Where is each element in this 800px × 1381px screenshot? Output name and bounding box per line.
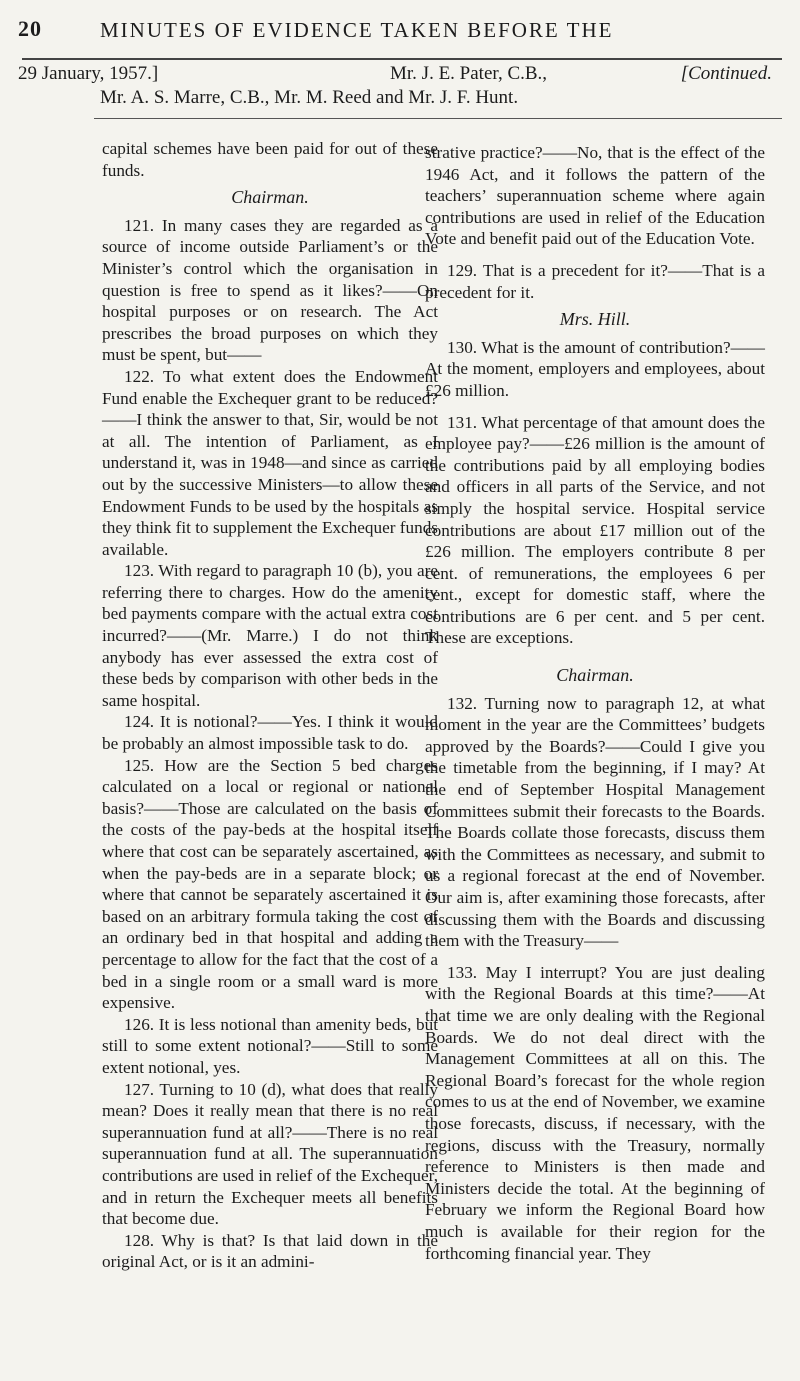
header-subrule	[94, 118, 782, 119]
question-126: 126. It is less notional than amenity beds, but still to some extent notional?——Still to some extent notional, yes.	[102, 1014, 438, 1077]
question-129: 129. That is a precedent for it?——That is a precedent for it.	[425, 260, 765, 302]
paragraph-continued: strative practice?——No, that is the effect of the 1946 Act, and it follows the pattern of the teachers’ superannuation scheme where again contributions are used in relief of the Education Vote and benefit paid out of the Education Vote.	[425, 143, 765, 249]
header-rule	[22, 58, 782, 60]
question-128: 128. Why is that? Is that laid down in the original Act, or is it an admini-	[102, 1230, 438, 1272]
witnesses-line-1: Mr. J. E. Pater, C.B.,	[390, 63, 548, 84]
speaker-label: Chairman.	[556, 665, 634, 686]
left-column	[102, 138, 438, 1273]
session-date: 29 January, 1957.]	[18, 63, 159, 84]
right-column	[425, 142, 765, 1264]
question-132: 132. Turning now to paragraph 12, at what moment in the year are the Committees’ budgets approved by the Boards?——Could I give you the timetable from the beginning, if I may? At the end of September Hospital Management Committees submit their forecasts to the Boards. The Boards collate those forecasts, discuss them with the Committees as necessary, and submit to us a regional forecast at the end of November. Our aim is, after examining those forecasts, after discussing them with the Boards and discussing them with the Treasury——	[425, 693, 765, 951]
question-121: 121. In many cases they are regarded as a source of income outside Parliament’s or the Minister’s control which the organisation in question is free to spend as it likes?——On hospital purposes or on research. The Act prescribes the broad purposes on which they must be spent, but——	[102, 215, 438, 365]
question-131: 131. What percentage of that amount does the employee pay?——£26 million is the amount of the contributions paid by all employing bodies and officers in all parts of the Service, and not simply the hospital service. Hospital service contributions are about £17 million out of the £26 million. The employers contribute 8 per cent. of remunerations, the employees 6 per cent., except for domestic staff, where the contributions are 6 per cent. and 5 per cent. These are exceptions.	[425, 412, 765, 648]
question-122: 122. To what extent does the Endowment Fund enable the Exchequer grant to be reduced?——I think the answer to that, Sir, would be not at all. The intention of Parliament, as I understand it, was in 1948—and since as carried out by the successive Ministers—to allow these Endowment Funds to be used by the hospitals as they think fit to supplement the Exchequer funds available.	[102, 366, 438, 559]
question-124: 124. It is notional?——Yes. I think it would be probably an almost impossible task to do.	[102, 712, 438, 754]
question-127: 127. Turning to 10 (d), what does that really mean? Does it really mean that there is no real superannuation fund at all?——There is no real superannuation fund at all. The superannuation contributions are used in relief of the Exchequer, and in return the Exchequer meets all benefits that become due.	[102, 1079, 438, 1229]
speaker-label: Mrs. Hill.	[559, 309, 631, 330]
question-123: 123. With regard to paragraph 10 (b), you are referring there to charges. How do the amenity bed payments compare with the actual extra cost incurred?——(Mr. Marre.) I do not think anybody has ever assessed the extra cost of these beds by comparison with other beds in the same hospital.	[102, 561, 438, 710]
running-title: MINUTES OF EVIDENCE TAKEN BEFORE THE	[100, 18, 614, 42]
witnesses-line-2: Mr. A. S. Marre, C.B., Mr. M. Reed and Mr. J. F. Hunt.	[100, 87, 519, 108]
question-130: 130. What is the amount of contribution?——At the moment, employers and employees, about £26 million.	[425, 337, 765, 400]
question-133: 133. May I interrupt? You are just dealing with the Regional Boards at this time?——At that time we are only dealing with the Regional Boards. We do not deal direct with the Management Committees at all on this. The Regional Board’s forecast for the whole region comes to us at the end of November, we examine those forecasts, discuss, if necessary, with the regions, discuss with the Treasury, normally reference to Ministers is then made and Ministers decide the total. At the beginning of February we inform the Regional Board how much is available for their region for the forthcoming financial year. They	[425, 962, 765, 1263]
continued-label: [Continued.	[680, 63, 772, 84]
question-125: 125. How are the Section 5 bed charges calculated on a local or regional or national basis?——Those are calculated on the basis of the costs of the pay-beds at the hospital itself where that cost can be separately ascertained, as when the pay-beds are in a separate block; or where that cannot be separately ascertained it is based on an arbitrary formula taking the cost of an ordinary bed in that hospital and adding a percentage to allow for the fact that the cost of a bed in a single room or a small ward is more expensive.	[102, 755, 438, 1013]
page-number: 20	[18, 16, 42, 41]
speaker-label: Chairman.	[231, 187, 309, 208]
paragraph-intro: capital schemes have been paid for out of these funds.	[102, 139, 438, 180]
